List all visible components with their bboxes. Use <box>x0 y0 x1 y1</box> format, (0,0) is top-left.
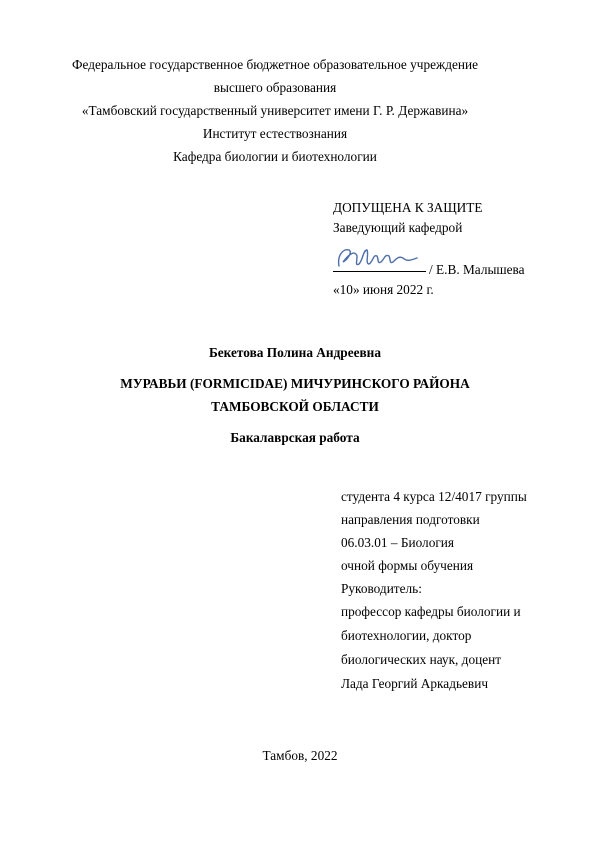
approval-date: «10» июня 2022 г. <box>333 282 434 297</box>
work-title-line-1: МУРАВЬИ (FORMICIDAE) МИЧУРИНСКОГО РАЙОНА <box>120 376 470 391</box>
student-info-line: направления подготовки <box>341 512 480 527</box>
signature-icon <box>333 240 428 274</box>
author-name: Бекетова Полина Андреевна <box>208 345 381 360</box>
student-info-line: 06.03.01 – Биология <box>341 535 455 550</box>
student-info-line: Лада Георгий Аркадьевич <box>341 676 489 691</box>
student-info-line: Руководитель: <box>341 581 422 596</box>
approval-name: / Е.В. Малышева <box>429 262 525 277</box>
student-info-line: очной формы обучения <box>341 558 474 573</box>
student-info-line: профессор кафедры биологии и <box>341 604 521 619</box>
student-info-line: студента 4 курса 12/4017 группы <box>341 489 527 504</box>
header-line-5: Кафедра биологии и биотехнологии <box>173 149 377 164</box>
approval-title: ДОПУЩЕНА К ЗАЩИТЕ <box>333 200 483 215</box>
city-year: Тамбов, 2022 <box>262 748 338 763</box>
header-line-3: «Тамбовский государственный университет имени Г. Р. Державина» <box>81 103 469 118</box>
student-info-line: биотехнологии, доктор <box>341 628 472 643</box>
header-line-2: высшего образования <box>213 80 337 95</box>
approval-role: Заведующий кафедрой <box>333 220 463 235</box>
work-type: Бакалаврская работа <box>230 430 360 445</box>
work-title-line-2: ТАМБОВСКОЙ ОБЛАСТИ <box>211 399 379 414</box>
header-line-4: Институт естествознания <box>202 126 348 141</box>
signature-line <box>333 271 426 272</box>
student-info-line: биологических наук, доцент <box>341 652 502 667</box>
header-line-1: Федеральное государственное бюджетное образовательное учреждение <box>71 57 478 72</box>
